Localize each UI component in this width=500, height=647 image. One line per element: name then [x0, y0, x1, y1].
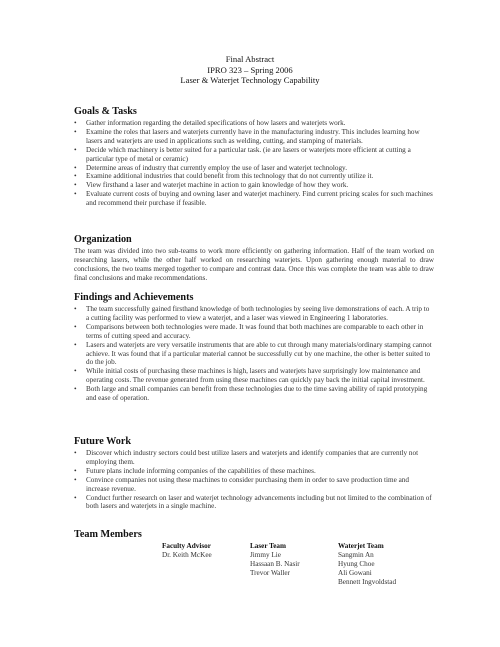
goals-heading: Goals & Tasks: [74, 106, 137, 117]
team-member: Bennett Ingvoldstad: [338, 577, 397, 586]
team-member: Hyung Choe: [338, 559, 375, 568]
future-work-item: • Conduct further research on laser and waterjet technology advancements including but not limited to the combination of both lasers and waterjets in a single machine.: [74, 494, 434, 512]
title-block: [0, 54, 500, 86]
team-member: Hassaan B. Nasir: [250, 559, 300, 568]
laser-team-column: [250, 542, 300, 578]
waterjet-team-column: [338, 542, 396, 587]
goals-item: • Determine areas of industry that currently employ the use of laser and waterjet technology.: [74, 164, 434, 173]
team-section: [74, 529, 434, 542]
future-work-item: • Convince companies not using these machines to consider purchasing them in order to save production time and increase revenue.: [74, 476, 434, 494]
findings-list: [74, 305, 434, 403]
title-line-3: Laser & Waterjet Technology Capability: [180, 75, 320, 86]
faculty-column: [162, 542, 212, 560]
waterjet-team-title: Waterjet Team: [338, 542, 384, 550]
findings-item: • The team successfully gained firsthand knowledge of both technologies by seeing live demonstrations of each. A trip to a cutting facility was performed to view a waterjet, and a laser was viewed in Engineering 1 laboratories.: [74, 305, 434, 323]
team-member: Trevor Waller: [250, 568, 290, 577]
team-member: Jimmy Lie: [250, 550, 281, 559]
team-member: Sangmin An: [338, 550, 374, 559]
goals-item: • Decide which machinery is better suited for a particular task. (ie are lasers or waterjets more efficient at cutting a particular type of metal or ceramic): [74, 146, 434, 164]
future-work-item: • Future plans include informing companies of the capabilities of these machines.: [74, 467, 434, 476]
goals-item: • Examine additional industries that could benefit from this technology that do not currently utilize it.: [74, 172, 434, 181]
organization-section: [74, 234, 434, 283]
findings-section: [74, 292, 434, 403]
findings-heading: Findings and Achievements: [74, 292, 194, 303]
title-line-2: IPRO 323 – Spring 2006: [207, 64, 293, 75]
future-work-heading: Future Work: [74, 436, 132, 447]
faculty-column-title: Faculty Advisor: [162, 542, 211, 550]
goals-item: • Examine the roles that lasers and waterjets currently have in the manufacturing industry. This includes learning how lasers and waterjets are used in applications such as welding, cutting, and stamping of materials.: [74, 128, 434, 146]
organization-heading: Organization: [74, 234, 132, 245]
findings-item: • While initial costs of purchasing these machines is high, lasers and waterjets have surprisingly low maintenance and operating costs. The revenue generated from using these machines can quickly pay back the initial capital investment.: [74, 367, 434, 385]
title-line-1: Final Abstract: [225, 54, 275, 64]
team-member: Dr. Keith McKee: [162, 550, 212, 559]
team-member: Ali Gowani: [338, 568, 372, 577]
future-work-list: [74, 449, 434, 511]
laser-team-title: Laser Team: [250, 542, 287, 550]
future-work-section: [74, 436, 434, 511]
findings-item: • Lasers and waterjets are very versatile instruments that are able to cut through many materials/ordinary stamping cannot achieve. It was found that if a particular material cannot be successfully cut by one machine, the other is better suited to do the job.: [74, 341, 434, 368]
goals-item: • Gather information regarding the detailed specifications of how lasers and waterjets work.: [74, 119, 434, 128]
team-heading: Team Members: [74, 529, 142, 540]
findings-item: • Comparisons between both technologies were made. It was found that both machines are comparable to each other in terms of cutting speed and accuracy.: [74, 323, 434, 341]
goals-item: • View firsthand a laser and waterjet machine in action to gain knowledge of how they work.: [74, 181, 434, 190]
goals-item: • Evaluate current costs of buying and owning laser and waterjet machinery. Find current pricing scales for such machines and recommend their purchase if feasible.: [74, 190, 434, 208]
future-work-item: • Discover which industry sectors could best utilize lasers and waterjets and identify companies that are currently not employing them.: [74, 449, 434, 467]
organization-paragraph: The team was divided into two sub-teams to work more efficiently on gathering information. Half of the team worked on researching lasers, while the other half worked on researching waterjets. Upon gathering enough material to draw conclusions, the two teams merged together to compare and contrast data. Once this was complete the team was able to draw final conclusions and make recommendations.: [74, 247, 434, 282]
goals-list: [74, 119, 434, 208]
findings-item: • Both large and small companies can benefit from these technologies due to the time saving ability of rapid prototyping and ease of operation.: [74, 385, 434, 403]
goals-section: [74, 106, 434, 208]
